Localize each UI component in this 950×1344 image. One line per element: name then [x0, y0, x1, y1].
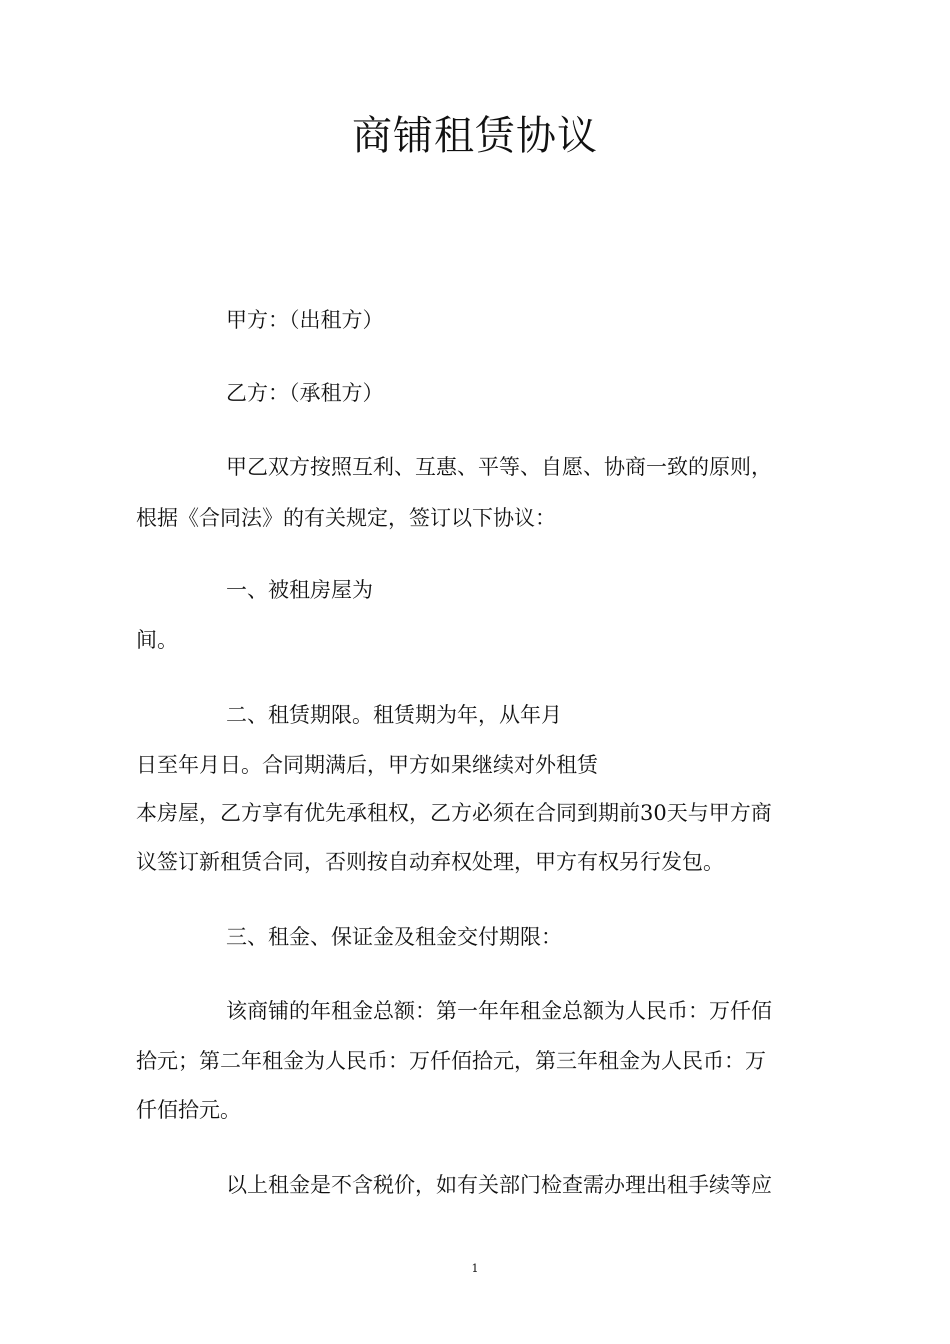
- tax-line-1: 以上租金是不含税价，如有关部门检查需办理出租手续等应: [226, 1173, 772, 1197]
- clause-2-line-1: 二、租赁期限。租赁期为年，从年月: [226, 703, 562, 727]
- rent-line-1: 该商铺的年租金总额：第一年年租金总额为人民币：万仟佰: [226, 999, 772, 1023]
- preamble-line-1: 甲乙双方按照互利、互惠、平等、自愿、协商一致的原则，: [226, 455, 772, 479]
- clause-1-line-2: 间。: [136, 628, 178, 652]
- preamble-line-2: 根据《合同法》的有关规定，签订以下协议：: [136, 506, 556, 530]
- party-a-line: 甲方：（出租方）: [226, 308, 384, 332]
- clause-2-line-2: 日至年月日。合同期满后，甲方如果继续对外租赁: [136, 753, 598, 777]
- rent-line-3: 仟佰拾元。: [136, 1098, 241, 1122]
- rent-line-2: 拾元；第二年租金为人民币：万仟佰拾元，第三年租金为人民币：万: [136, 1049, 766, 1073]
- clause-2-line-4: 议签订新租赁合同，否则按自动弃权处理，甲方有权另行发包。: [136, 850, 724, 874]
- clause-1-line-1: 一、被租房屋为: [226, 578, 373, 602]
- page-number: 1: [471, 1262, 479, 1275]
- party-b-line: 乙方：（承租方）: [226, 381, 384, 405]
- document-title: 商铺租赁协议: [352, 113, 598, 159]
- clause-2-line-3: 本房屋，乙方享有优先承租权，乙方必须在合同到期前30天与甲方商: [136, 801, 772, 825]
- clause-3-heading: 三、租金、保证金及租金交付期限：: [226, 925, 562, 949]
